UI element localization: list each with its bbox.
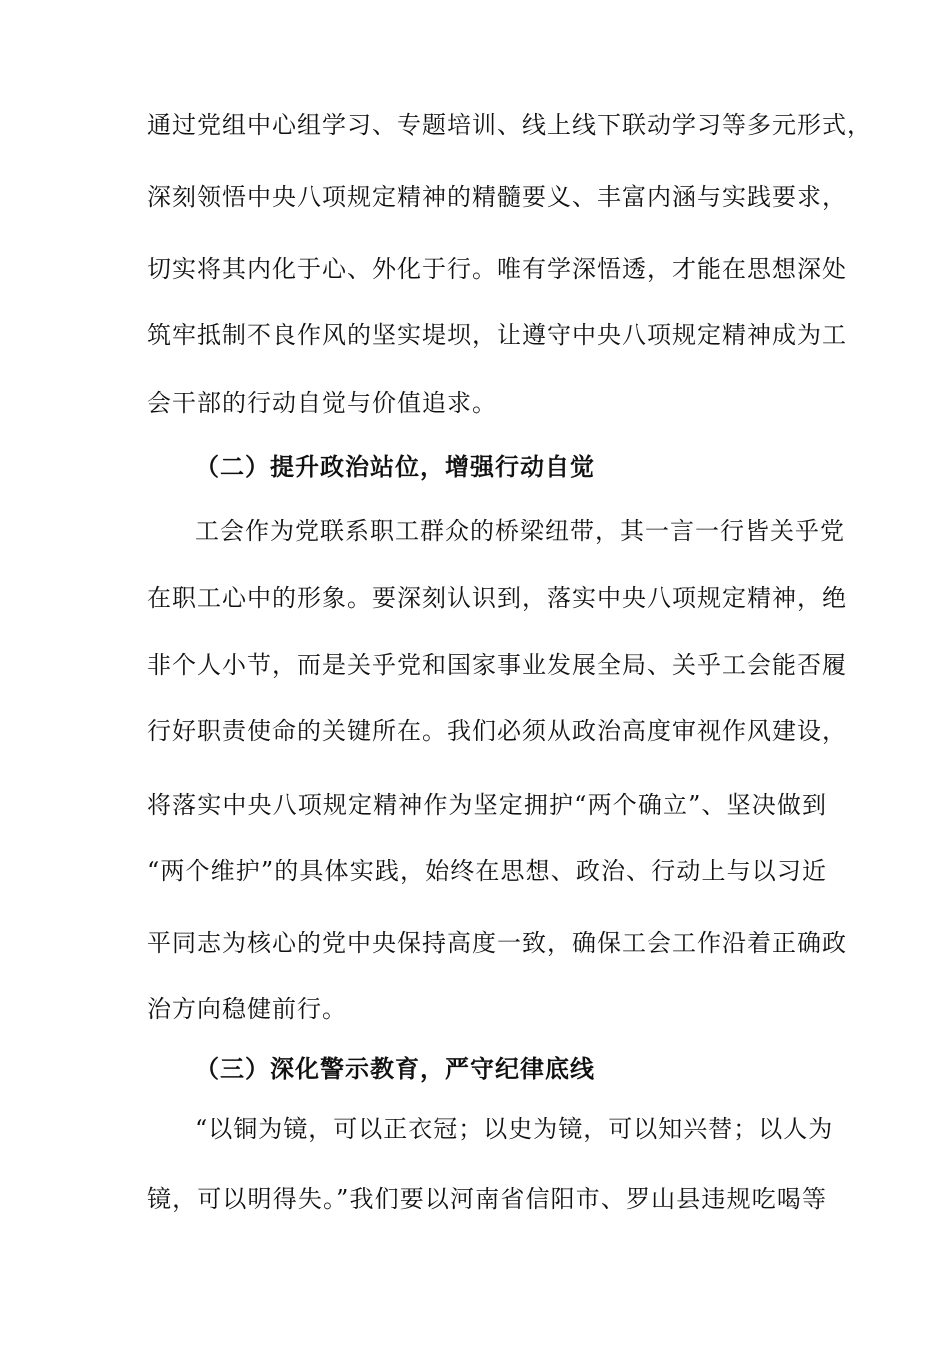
paragraph-2-line-6: “两个维护”的具体实践，始终在思想、政治、行动上与以习近 (147, 857, 827, 885)
paragraph-2-line-4: 行好职责使命的关键所在。我们必须从政治高度审视作风建设， (147, 717, 847, 745)
paragraph-2-line-5: 将落实中央八项规定精神作为坚定拥护“两个确立”、坚决做到 (147, 791, 827, 819)
paragraph-1-line-1: 通过党组中心组学习、专题培训、线上线下联动学习等多元形式， (147, 111, 872, 139)
paragraph-3-line-2: 镜，可以明得失。”我们要以河南省信阳市、罗山县违规吃喝等 (147, 1185, 827, 1213)
paragraph-2-line-3: 非个人小节，而是关乎党和国家事业发展全局、关乎工会能否履 (147, 651, 847, 679)
paragraph-1-line-5: 会干部的行动自觉与价值追求。 (147, 389, 497, 417)
paragraph-2-line-8: 治方向稳健前行。 (147, 995, 347, 1023)
paragraph-2-line-1: 工会作为党联系职工群众的桥梁纽带，其一言一行皆关乎党 (195, 517, 845, 545)
paragraph-1-line-3: 切实将其内化于心、外化于行。唯有学深悟透，才能在思想深处 (147, 255, 847, 283)
paragraph-2-line-2: 在职工心中的形象。要深刻认识到，落实中央八项规定精神，绝 (147, 584, 847, 612)
paragraph-2-line-7: 平同志为核心的党中央保持高度一致，确保工会工作沿着正确政 (147, 929, 847, 957)
paragraph-1-line-4: 筑牢抵制不良作风的坚实堤坝，让遵守中央八项规定精神成为工 (147, 321, 847, 349)
section-heading-3: （三）深化警示教育，严守纪律底线 (195, 1055, 595, 1083)
paragraph-3-line-1: “以铜为镜，可以正衣冠；以史为镜，可以知兴替；以人为 (195, 1115, 834, 1143)
paragraph-1-line-2: 深刻领悟中央八项规定精神的精髓要义、丰富内涵与实践要求， (147, 183, 847, 211)
section-heading-2: （二）提升政治站位，增强行动自觉 (195, 453, 595, 481)
